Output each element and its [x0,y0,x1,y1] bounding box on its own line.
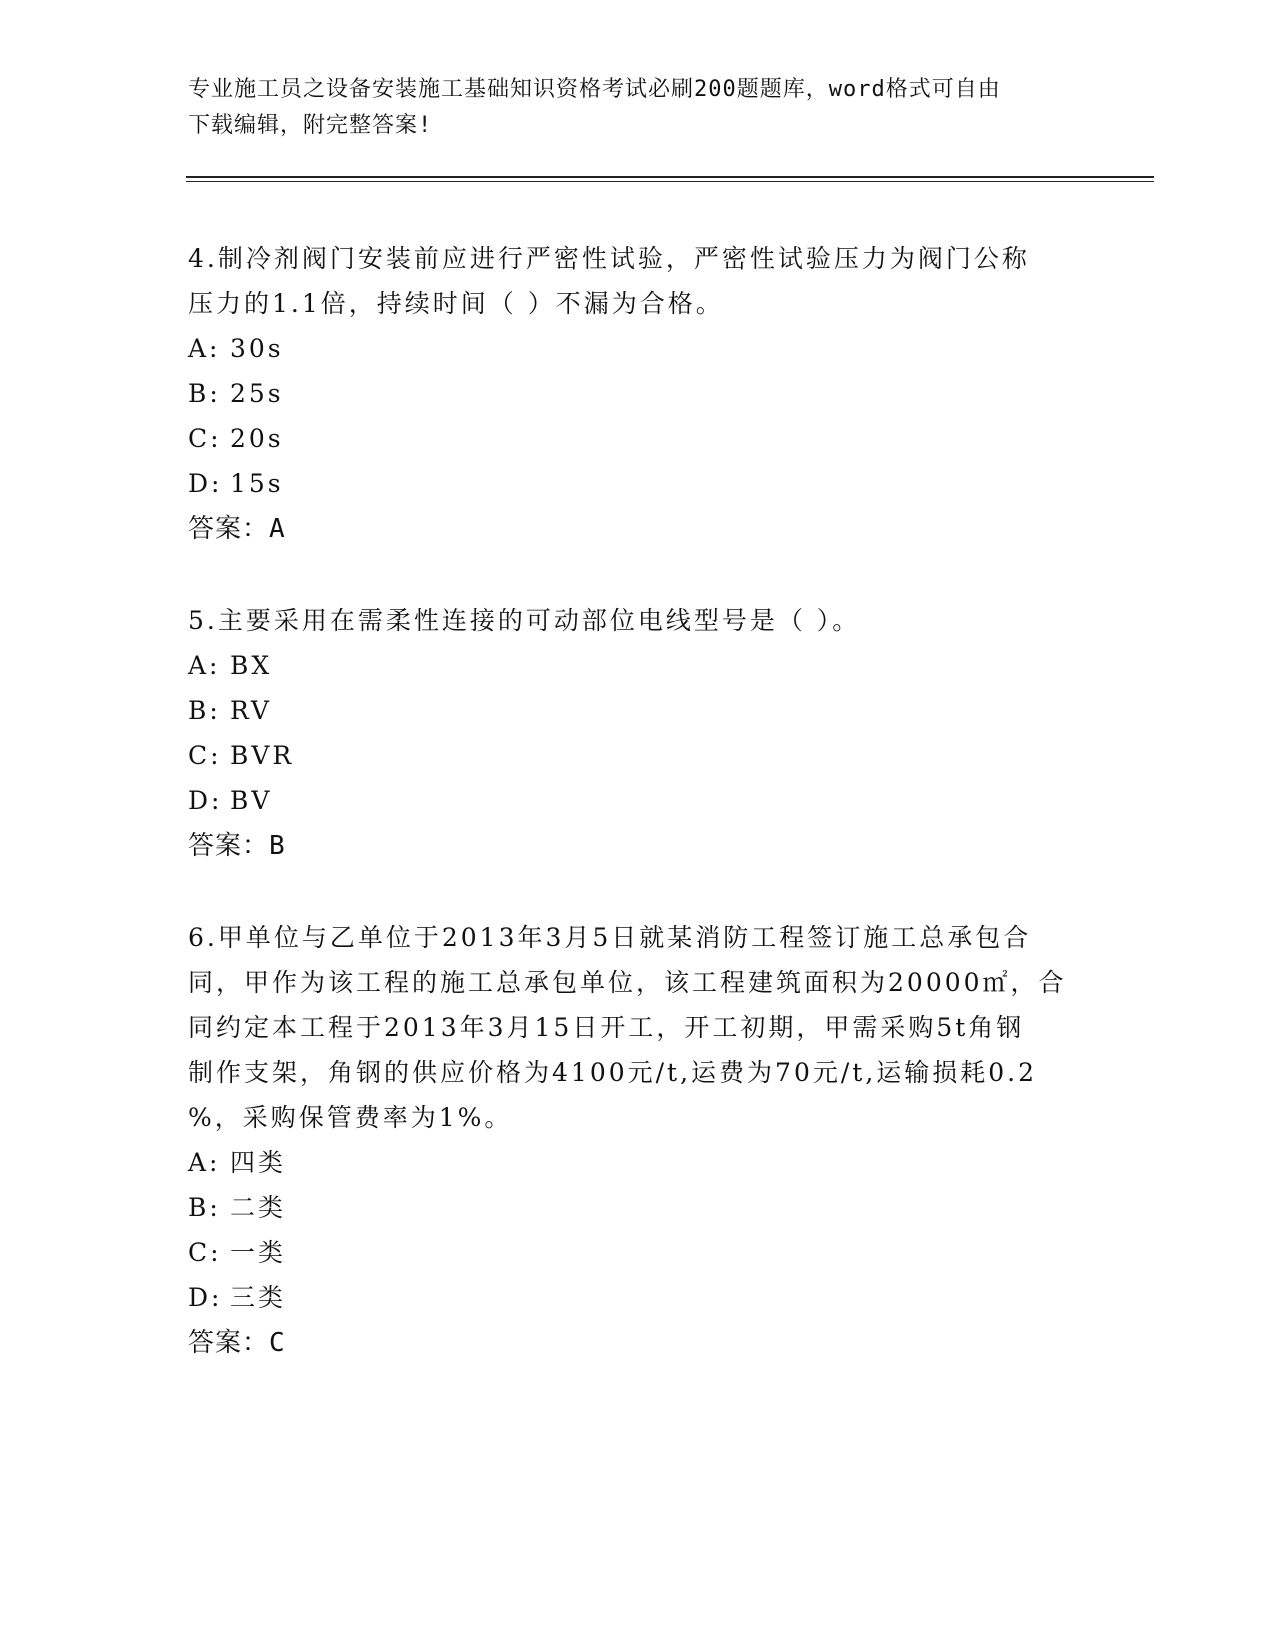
option-text: BV [230,786,273,815]
option-letter: B: [188,379,221,408]
option-letter: A: [188,651,221,680]
option-text: BVR [230,741,295,770]
answer-line: 答案：B [188,831,286,861]
question-text-line: 制作支架，角钢的供应价格为4100元/t,运费为70元/t,运输损耗0.2 [188,1058,1038,1087]
option-letter: A: [188,1148,221,1177]
option-a [188,1140,1088,1185]
option-c [188,733,1088,778]
question-text-line: 5.主要采用在需柔性连接的可动部位电线型号是（ ）。 [188,606,861,635]
option-letter: B: [188,1193,221,1222]
question-5 [188,598,1088,869]
option-letter: C: [188,741,222,770]
option-b [188,371,1088,416]
question-text-line: 4.制冷剂阀门安装前应进行严密性试验，严密性试验压力为阀门公称 [188,244,1030,273]
option-letter: B: [188,696,221,725]
option-text: 四类 [230,1148,287,1177]
option-a [188,643,1088,688]
option-text: 30s [230,334,284,363]
option-d [188,778,1088,823]
question-text-line: %，采购保管费率为1%。 [188,1103,513,1132]
answer-line: 答案：C [188,1328,286,1358]
option-letter: D: [188,1283,223,1312]
option-letter: C: [188,1238,222,1267]
question-text-line: 压力的1.1倍，持续时间（ ）不漏为合格。 [188,289,724,318]
header-divider [186,176,1154,178]
option-text: 15s [230,469,284,498]
header-line-1: 专业施工员之设备安装施工基础知识资格考试必刷200题题库，word格式可自由 [188,77,1001,102]
option-letter: D: [188,786,223,815]
option-text: RV [230,696,272,725]
question-text-line: 同约定本工程于2013年3月15日开工，开工初期，甲需采购5t角钢 [188,1013,1025,1042]
option-a [188,326,1088,371]
question-text-line: 6.甲单位与乙单位于2013年3月5日就某消防工程签订施工总承包合 [188,923,1032,952]
option-d [188,1275,1088,1320]
question-list [188,236,1088,1412]
option-letter: D: [188,469,223,498]
option-text: 二类 [230,1193,287,1222]
answer-line: 答案：A [188,514,286,544]
question-6 [188,915,1088,1366]
option-text: BX [230,651,273,680]
option-d [188,461,1088,506]
option-text: 三类 [230,1283,287,1312]
header-line-2: 下载编辑，附完整答案! [188,113,433,138]
question-text-line: 同，甲作为该工程的施工总承包单位，该工程建筑面积为20000㎡，合 [188,968,1067,997]
option-c [188,416,1088,461]
option-b [188,688,1088,733]
option-text: 25s [230,379,284,408]
option-b [188,1185,1088,1230]
question-4 [188,236,1088,552]
document-header [188,72,1088,144]
option-c [188,1230,1088,1275]
option-letter: C: [188,424,222,453]
option-text: 20s [230,424,284,453]
option-letter: A: [188,334,221,363]
header-divider-thin [186,181,1154,182]
option-text: 一类 [230,1238,287,1267]
